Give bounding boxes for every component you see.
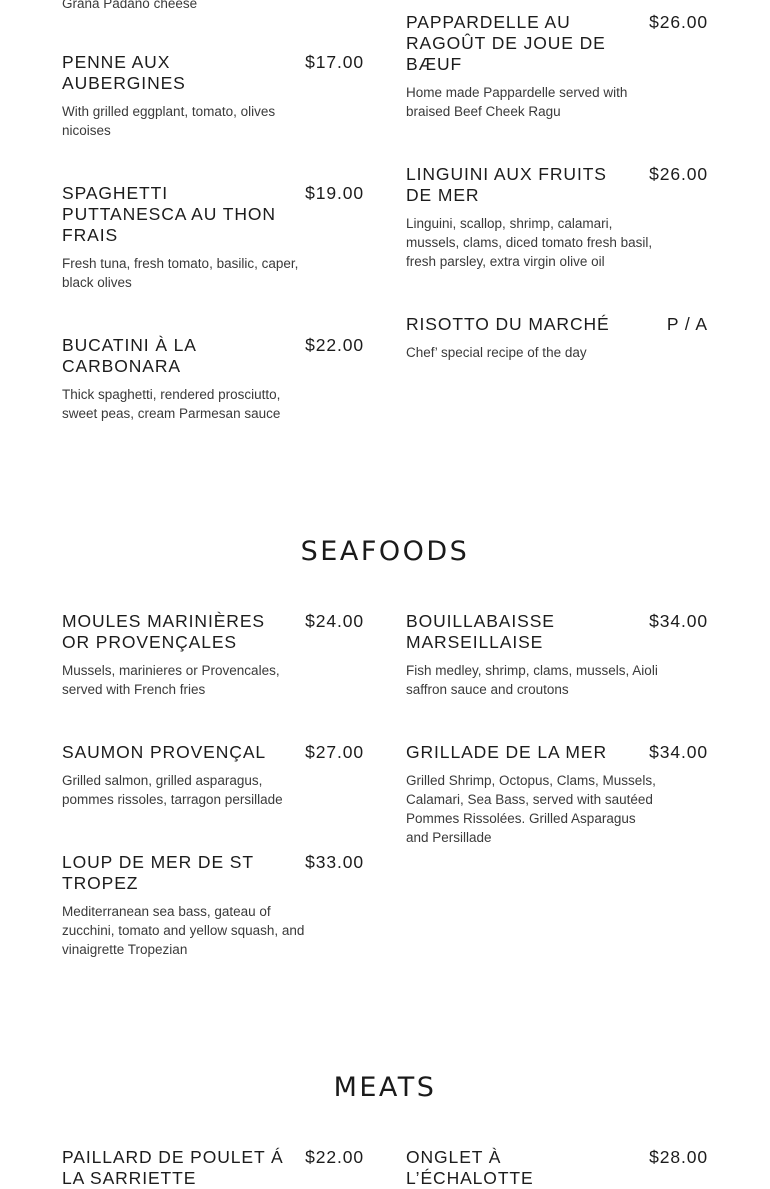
item-description: With grilled eggplant, tomato, olives nicoises [62,104,276,138]
item-price: P / A [666,314,708,334]
item-name: BUCATINI À LA CARBONARA [62,335,196,376]
item-price: $17.00 [305,52,364,72]
item-price: $33.00 [305,852,364,872]
item-price: $34.00 [649,742,708,762]
menu-item-pappardelle [406,12,708,121]
item-description: Linguini, scallop, shrimp, calamari, mussels, clams, diced tomato fresh basil, fresh parsley, extra virgin olive oil [406,216,653,269]
item-name: PAILLARD DE POULET Á LA SARRIETTE [62,1147,284,1188]
item-description: Fish medley, shrimp, clams, mussels, Aioli saffron sauce and croutons [406,663,658,697]
menu-item-onglet [406,1147,708,1189]
item-description: Home made Pappardelle served with braised Beef Cheek Ragu [406,85,628,119]
partial-description: Grana Padano cheese [62,0,198,11]
item-price: $22.00 [305,1147,364,1167]
menu-item-penne [62,52,364,140]
item-price: $27.00 [305,742,364,762]
item-description: Chef’ special recipe of the day [406,345,587,360]
item-price: $24.00 [305,611,364,631]
menu-item-moules [62,611,364,699]
menu-item-bucatini [62,335,364,423]
item-name: SPAGHETTI PUTTANESCA AU THON FRAIS [62,183,276,245]
menu-item-risotto [406,314,708,362]
menu-item-grillade [406,742,708,847]
menu-item-loup-de-mer [62,852,364,959]
item-description: Grilled salmon, grilled asparagus, pommes rissoles, tarragon persillade [62,773,283,807]
menu-item-saumon [62,742,364,809]
item-price: $34.00 [649,611,708,631]
item-price: $26.00 [649,164,708,184]
item-name: ONGLET À L’ÉCHALOTTE [406,1147,534,1188]
item-name: GRILLADE DE LA MER [406,742,607,762]
item-name: SAUMON PROVENÇAL [62,742,267,762]
menu-item-linguini [406,164,708,271]
menu-item-bouillabaisse [406,611,708,699]
item-description: Fresh tuna, fresh tomato, basilic, caper, black olives [62,256,299,290]
item-name: LOUP DE MER DE ST TROPEZ [62,852,254,893]
item-price: $22.00 [305,335,364,355]
item-name: LINGUINI AUX FRUITS DE MER [406,164,607,205]
item-description: Mussels, marinieres or Provencales, served with French fries [62,663,280,697]
menu-item-spaghetti [62,183,364,292]
section-title-meats: MEATS [333,1072,437,1103]
item-price: $19.00 [305,183,364,203]
item-price: $28.00 [649,1147,708,1167]
item-description: Mediterranean sea bass, gateau of zucchini, tomato and yellow squash, and vinaigrette Tropezian [62,904,305,957]
item-price: $26.00 [649,12,708,32]
item-name: PENNE AUX AUBERGINES [62,52,186,93]
item-name: RISOTTO DU MARCHÉ [406,314,610,334]
section-title-seafoods: SEAFOODS [300,536,470,567]
item-description: Thick spaghetti, rendered prosciutto, sweet peas, cream Parmesan sauce [62,387,281,421]
item-name: MOULES MARINIÈRES OR PROVENÇALES [62,611,265,652]
item-name: BOUILLABAISSE MARSEILLAISE [406,611,555,652]
menu-item-paillard [62,1147,364,1189]
item-name: PAPPARDELLE AU RAGOÛT DE JOUE DE BÆUF [406,12,606,74]
item-description: Grilled Shrimp, Octopus, Clams, Mussels, Calamari, Sea Bass, served with sautéed Pommes Rissolées. Grilled Asparagus and Persillade [406,773,656,845]
